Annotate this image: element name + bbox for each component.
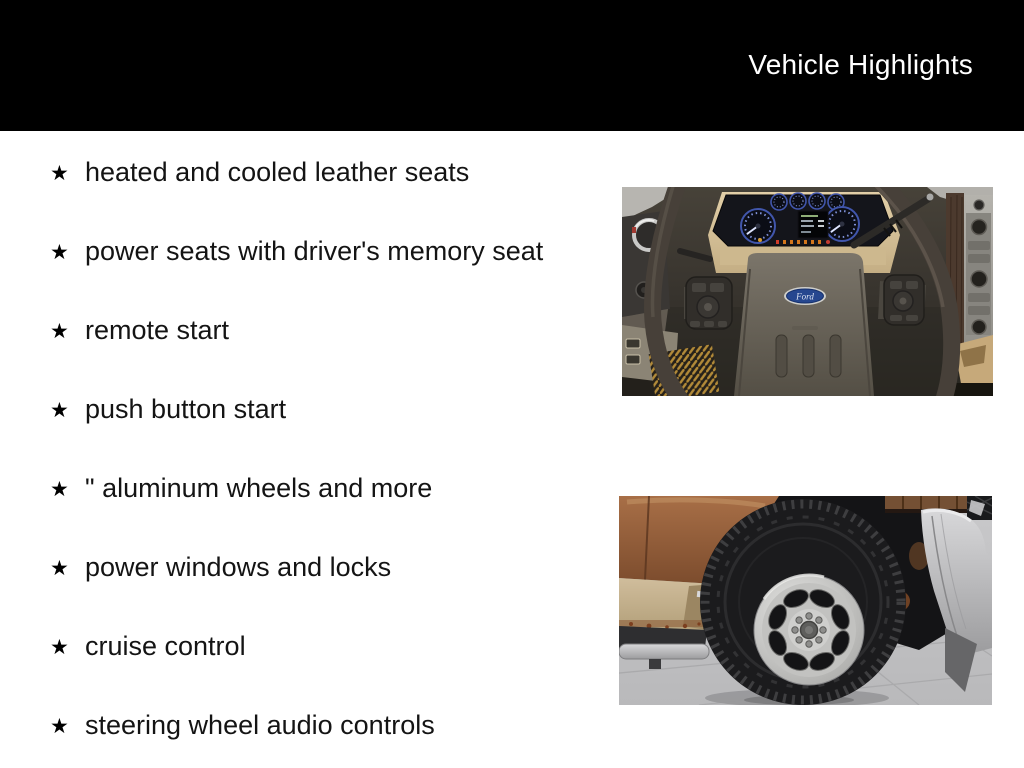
feature-item — [50, 212, 656, 291]
feature-label: push button start — [85, 394, 287, 424]
star-bullet-icon: ★ — [50, 320, 69, 343]
header-bar — [0, 0, 1024, 131]
feature-label: " aluminum wheels and more — [85, 473, 433, 503]
feature-item — [50, 370, 656, 449]
feature-item — [50, 686, 656, 765]
feature-label: power seats with driver's memory seat — [85, 236, 544, 266]
feature-label: heated and cooled leather seats — [85, 157, 470, 187]
feature-item — [50, 133, 656, 212]
feature-label: steering wheel audio controls — [85, 710, 435, 740]
star-bullet-icon: ★ — [50, 162, 69, 185]
feature-label: remote start — [85, 315, 230, 345]
feature-item — [50, 528, 656, 607]
star-bullet-icon: ★ — [50, 557, 69, 580]
feature-label: power windows and locks — [85, 552, 392, 582]
steering-wheel-photo — [622, 187, 993, 396]
star-bullet-icon: ★ — [50, 636, 69, 659]
star-bullet-icon: ★ — [50, 715, 69, 738]
star-bullet-icon: ★ — [50, 241, 69, 264]
feature-item — [50, 607, 656, 686]
wheel-tire-photo — [619, 496, 992, 705]
star-bullet-icon: ★ — [50, 399, 69, 422]
feature-item — [50, 291, 656, 370]
feature-list — [10, 131, 656, 768]
ford-badge-text: Ford — [796, 291, 814, 302]
page-title: Vehicle Highlights — [748, 49, 973, 80]
star-bullet-icon: ★ — [50, 478, 69, 501]
feature-label: cruise control — [85, 631, 246, 661]
feature-item — [50, 449, 656, 528]
